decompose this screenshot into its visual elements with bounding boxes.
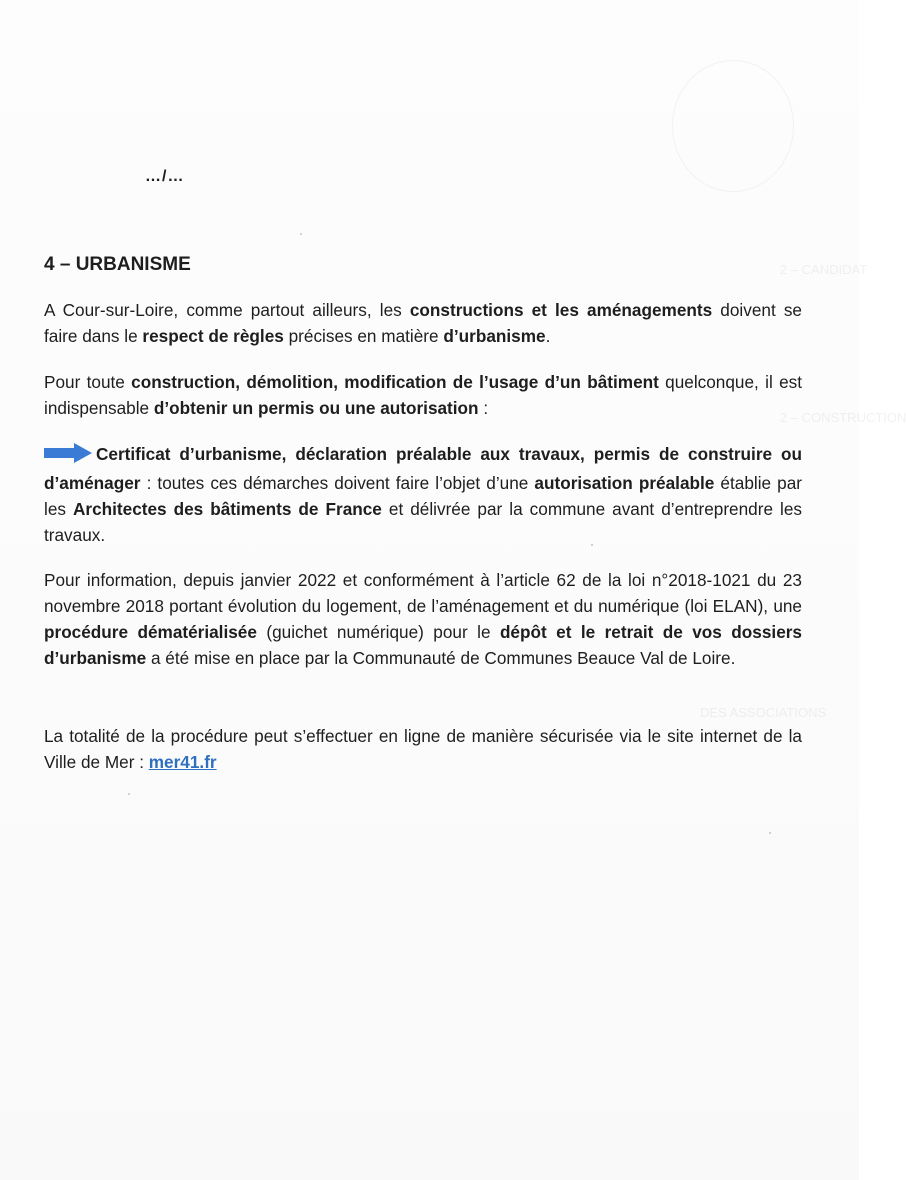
paragraph-procedures: Certificat d’urbanisme, déclaration préalable aux travaux, permis de construire ou d’aménager : toutes ces démarches doivent faire l’objet d’une autorisation préalable établie par les Architectes des bâtiments de France et délivrée par la commune avant d’entreprendre les travaux. xyxy=(44,444,802,545)
paragraph-permits: Pour toute construction, démolition, modification de l’usage d’un bâtiment quelconque, il est indispensable d’obtenir un permis ou une autorisation : xyxy=(44,372,802,418)
website-link[interactable]: mer41.fr xyxy=(148,752,217,772)
section-heading: 4 – URBANISME xyxy=(44,254,191,275)
bleed-through-seal xyxy=(672,60,794,192)
continuation-mark: …/… xyxy=(145,168,185,185)
paragraph-digital-procedure: Pour information, depuis janvier 2022 et conformément à l’article 62 de la loi n°2018-1021 du 23 novembre 2018 portant évolution du logement, de l’aménagement et du numérique (loi ELAN), une procédure dématérialisée (guichet numérique) pour le dépôt et le retrait de vos dossiers d’urbanisme a été mise en place par la Communauté de Communes Beauce Val de Loire. xyxy=(44,570,802,668)
paragraph-online: La totalité de la procédure peut s’effectuer en ligne de manière sécurisée via le site internet de la Ville de Mer : mer41.fr xyxy=(44,726,802,772)
paragraph-rules: A Cour-sur-Loire, comme partout ailleurs, les constructions et les aménagements doivent se faire dans le respect de règles précises en matière d’urbanisme. xyxy=(44,300,802,346)
scan-speck xyxy=(128,793,130,795)
arrow-right-icon xyxy=(44,443,92,470)
scan-speck xyxy=(300,233,302,235)
scanned-page: 2 – CANDIDAT 2 – CONSTRUCTION DES ASSOCIATIONS …/… 4 – URBANISME A Cour-sur-Loire, comme partout ailleurs, les constructions et les aménagements doivent se faire dans le respect de règles précises en matière d’urbanisme. Pour toute construction, démolition, modification de l’usage d’un bâtiment quelconque, il est indispensable d’obtenir un permis ou une autorisation : Certificat d’urbanisme, déclaration préalable aux travaux, permis de construire ou d’aménager : toutes ces démarches doivent faire l’objet d’une autorisation préalable établie par les Architectes des bâtiments de France et délivrée par la commune avant d’entreprendre les travaux. Pour information, depuis janvier 2022 et conformément à l’article 62 de la loi n°2018-1021 du 23 novembre 2018 portant évolution du logement, de l’aménagement et du numérique (loi ELAN), une procédure dématérialisée (guichet numérique) pour le dépôt et le retrait de vos dossiers d’urbanisme a été mise en place par la Communauté de Communes Beauce Val de Loire. La totalité de la procédure peut s’effectuer en ligne de manière sécurisée via le site internet de la Ville de Mer : mer41.fr xyxy=(0,0,859,1180)
scan-speck xyxy=(769,832,771,834)
